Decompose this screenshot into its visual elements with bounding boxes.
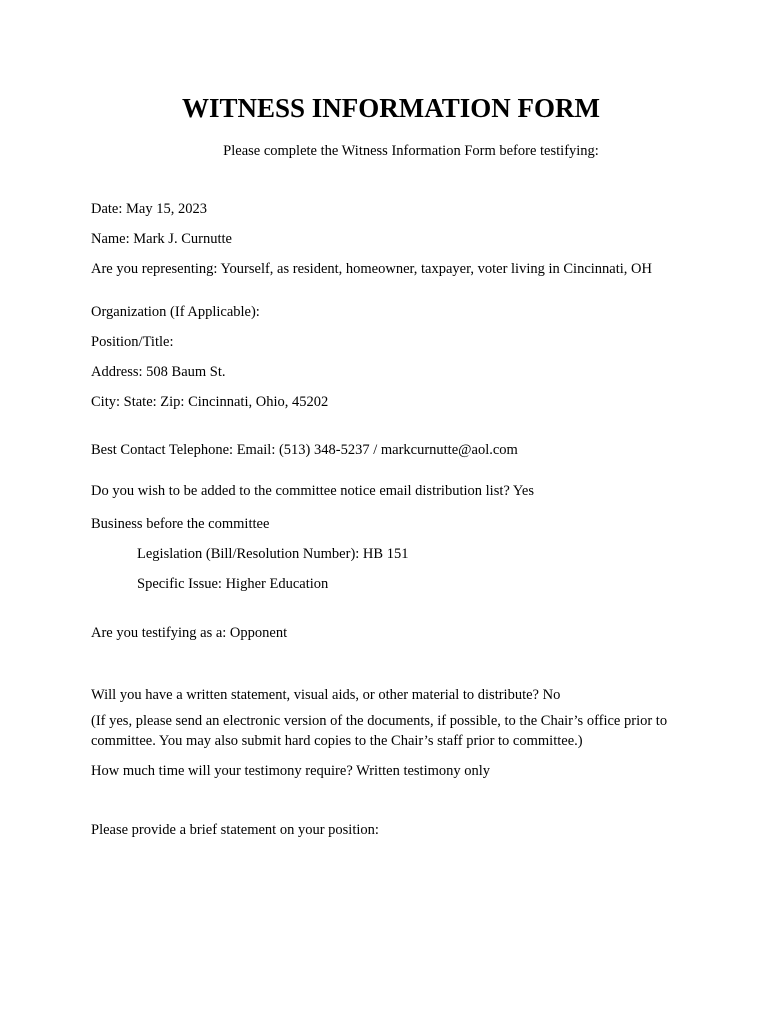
testifying-as-field: Are you testifying as a: Opponent bbox=[91, 625, 288, 641]
contact-field: Best Contact Telephone: Email: (513) 348-5237 / markcurnutte@aol.com bbox=[91, 442, 518, 458]
specific-issue-field: Specific Issue: Higher Education bbox=[137, 576, 329, 592]
business-heading: Business before the committee bbox=[91, 516, 270, 532]
time-required-field: How much time will your testimony require? Written testimony only bbox=[91, 763, 491, 779]
organization-field: Organization (If Applicable): bbox=[91, 304, 260, 320]
date-field: Date: May 15, 2023 bbox=[91, 201, 207, 217]
form-title: WITNESS INFORMATION FORM bbox=[181, 93, 601, 123]
distribution-field: Do you wish to be added to the committee notice email distribution list? Yes bbox=[91, 483, 534, 499]
brief-statement-prompt: Please provide a brief statement on your position: bbox=[91, 822, 379, 838]
written-note: (If yes, please send an electronic version of the documents, if possible, to the Chair’s office prior to committee. You may also submit hard copies to the Chair’s staff prior to committee.) bbox=[91, 713, 668, 749]
representing-field: Are you representing: Yourself, as resident, homeowner, taxpayer, voter living in Cincinnati, OH bbox=[91, 261, 652, 277]
position-field: Position/Title: bbox=[91, 334, 174, 350]
address-field: Address: 508 Baum St. bbox=[91, 364, 226, 380]
written-statement-field: Will you have a written statement, visual aids, or other material to distribute? No bbox=[91, 687, 561, 703]
city-state-zip-field: City: State: Zip: Cincinnati, Ohio, 45202 bbox=[91, 394, 329, 410]
legislation-field: Legislation (Bill/Resolution Number): HB 151 bbox=[137, 546, 409, 562]
name-field: Name: Mark J. Curnutte bbox=[91, 231, 232, 247]
form-subtitle: Please complete the Witness Information Form before testifying: bbox=[223, 143, 599, 159]
